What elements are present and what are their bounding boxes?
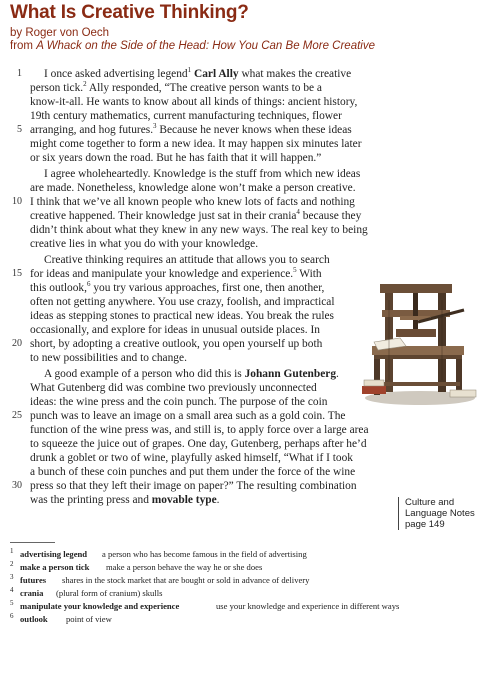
- line-number: 1: [17, 68, 22, 79]
- line-text: [30, 281, 324, 295]
- margin-note-line: Culture and: [405, 497, 455, 508]
- line-text: [30, 123, 352, 137]
- line-text: [30, 81, 322, 95]
- footnote-term: crania: [20, 588, 44, 598]
- line-text: a bunch of these coin punches and put them under the force of the wine: [30, 466, 356, 478]
- printing-press-illustration-icon: [360, 280, 480, 408]
- line-text: [30, 493, 220, 507]
- footnote-number: 5: [10, 599, 14, 607]
- line-text: 19th century mathematics, current manufacturing techniques, flower: [30, 110, 342, 122]
- footnote-ref: 1: [187, 66, 192, 75]
- footnote-number: 4: [10, 586, 14, 594]
- text-run: was the printing press and: [30, 494, 152, 506]
- footnote-definition: make a person behave the way he or she does: [106, 562, 263, 572]
- text-run: what makes the creative: [238, 68, 352, 80]
- text-run: Because he never knows when these ideas: [156, 124, 352, 136]
- line-text: are made. Nonetheless, knowledge alone won’t make a person creative.: [30, 182, 356, 194]
- footnote-term: advertising legend: [20, 549, 88, 559]
- line-number: 20: [12, 338, 22, 349]
- text-run: because they: [299, 210, 362, 222]
- line-text: punch was to leave an image on a small area such as a gold coin. The: [30, 410, 346, 422]
- footnote-definition: point of view: [66, 614, 112, 624]
- text-run: creative happened. Their knowledge just sat in their crania: [30, 210, 297, 222]
- footnote-number: 3: [10, 573, 14, 581]
- line-number: 25: [12, 410, 22, 421]
- vocab-name: Carl Ally: [193, 68, 239, 80]
- footnote-term: manipulate your knowledge and experience: [20, 601, 180, 611]
- line-number: 5: [17, 124, 22, 135]
- source-title: A Whack on the Side of the Head: How You Can Be More Creative: [36, 40, 375, 52]
- footnote-definition: (plural form of cranium) skulls: [56, 588, 163, 598]
- footnote-ref: 4: [296, 208, 300, 217]
- line-text: creative lies in what you do with your knowledge.: [30, 238, 259, 250]
- vocab-name: movable type: [151, 494, 217, 506]
- footnote-term: outlook: [20, 614, 48, 624]
- line-number: 15: [12, 268, 22, 279]
- line-text: I think that we’ve all known people who knew lots of facts and nothing: [30, 196, 355, 208]
- text-run: .: [216, 494, 220, 506]
- line-text: might come together to form a new idea. It may happen six minutes later: [30, 138, 362, 150]
- text-run: Ally responded, “The creative person wants to be a: [86, 82, 322, 94]
- line-text: What Gutenberg did was combine two previously unconnected: [30, 382, 317, 394]
- footnote-ref: 6: [86, 280, 91, 289]
- line-text: short, by adopting a creative outlook, you open yourself up both: [30, 338, 323, 350]
- line-text: drunk a goblet or two of wine, playfully asked himself, “What if I took: [30, 452, 353, 464]
- footnote-ref: 2: [83, 80, 87, 89]
- footnote-number: 1: [10, 547, 14, 555]
- footnote-number: 2: [10, 560, 14, 568]
- line-text: to new possibilities and to change.: [30, 352, 187, 364]
- text-run: With: [296, 268, 322, 280]
- author-byline: by Roger von Oech: [10, 27, 110, 39]
- line-text: know-it-all. He wants to know about all kinds of things: ancient history,: [30, 96, 358, 108]
- line-text: Creative thinking requires an attitude that allows you to search: [44, 254, 330, 266]
- vocab-name: Johann Gutenberg: [244, 368, 337, 380]
- text-run: I once asked advertising legend: [44, 68, 188, 80]
- text-run: arranging, and hog futures.: [30, 124, 154, 136]
- source-prefix: from: [10, 40, 37, 52]
- footnote-ref: 5: [293, 266, 297, 275]
- line-text: I agree wholeheartedly. Knowledge is the stuff from which new ideas: [44, 168, 361, 180]
- line-text: [30, 209, 361, 223]
- line-text: [44, 67, 351, 81]
- culture-language-notes-reference: [398, 497, 483, 530]
- line-text: [30, 267, 322, 281]
- article-title: What Is Creative Thinking?: [10, 2, 249, 23]
- footnote-definition: a person who has become famous in the field of advertising: [102, 549, 307, 559]
- footnote-term: futures: [20, 575, 47, 585]
- line-text: to squeeze the juice out of grapes. One day, Gutenberg, perhaps after he’d: [30, 438, 367, 450]
- line-text: ideas: the wine press and the coin punch. The purpose of the coin: [30, 396, 328, 408]
- line-text: ideas as stepping stones to practical new ideas. You break the rules: [30, 310, 334, 322]
- line-number: 10: [12, 196, 22, 207]
- line-text: press so that they left their image on paper?” The resulting combination: [30, 480, 357, 492]
- line-text: function of the wine press was, and still is, to apply force over a large area: [30, 424, 369, 436]
- footnote-term: make a person tick: [20, 562, 90, 572]
- text-run: this outlook,: [30, 282, 87, 294]
- line-number: 30: [12, 480, 22, 491]
- margin-note-line: Language Notes: [405, 508, 475, 519]
- source-line: [10, 40, 375, 52]
- line-text: didn’t think about what they knew in any new ways. The real key to being: [30, 224, 368, 236]
- footnote-ref: 3: [153, 122, 157, 131]
- footnote-number: 6: [10, 612, 14, 620]
- line-text: occasionally, and explore for ideas in unusual outside places. In: [30, 324, 320, 336]
- text-run: for ideas and manipulate your knowledge and experience.: [30, 268, 294, 280]
- line-text: often not getting anywhere. You use crazy, foolish, and impractical: [30, 296, 335, 308]
- footnote-definition: shares in the stock market that are bought or sold in advance of delivery: [62, 575, 310, 585]
- text-run: person tick.: [30, 82, 84, 94]
- text-run: A good example of a person who did this is: [44, 368, 245, 380]
- text-run: you try various approaches, first one, then another,: [90, 282, 325, 294]
- footnote-divider: [10, 542, 55, 543]
- footnote-definition: use your knowledge and experience in different ways: [216, 601, 400, 611]
- line-text: or six years down the road. But he has faith that it will happen.”: [30, 152, 322, 164]
- line-text: [44, 367, 339, 381]
- text-run: .: [336, 368, 339, 380]
- margin-note-page: page 149: [405, 519, 445, 530]
